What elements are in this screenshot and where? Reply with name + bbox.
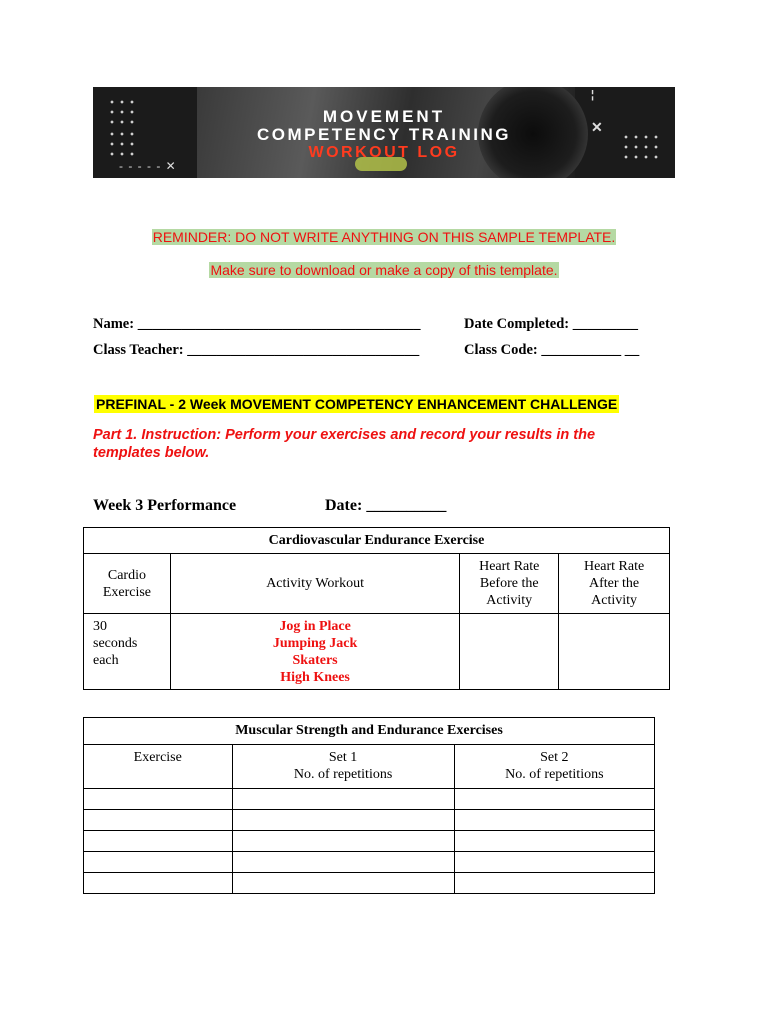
challenge-title: PREFINAL - 2 Week MOVEMENT COMPETENCY ENHANCEMENT CHALLENGE [96,396,618,412]
set2-input-cell[interactable] [454,789,654,810]
cardio-header-activity: Activity Workout [170,554,459,614]
exercise-input-cell[interactable] [84,873,233,894]
activity-item: Jumping Jack [272,636,358,651]
exercise-input-cell[interactable] [84,852,233,873]
banner-title-line1: MOVEMENT [322,107,446,126]
hr-before-input-cell[interactable] [460,614,559,690]
class-code-field: Class Code: ___________ __ [464,342,640,358]
set1-input-cell[interactable] [232,852,454,873]
strength-table-title: Muscular Strength and Endurance Exercises [84,718,655,745]
table-row [84,852,655,873]
date-completed-field: Date Completed: _________ [464,316,638,332]
cardio-duration-cell: 30 seconds each [84,614,171,690]
hr-after-input-cell[interactable] [559,614,670,690]
set2-input-cell[interactable] [454,873,654,894]
reminder-line-2: Make sure to download or make a copy of this template. [210,262,558,278]
strength-header-exercise: Exercise [84,745,233,789]
name-field: Name: _______________________________________ [93,316,421,332]
cardio-table [83,527,670,690]
class-teacher-field: Class Teacher: ________________________________ [93,342,420,358]
table-row [84,873,655,894]
instruction-text: Part 1. Instruction: Perform your exercises and record your results in the templates below. [93,427,596,461]
cardio-table-title: Cardiovascular Endurance Exercise [84,528,670,554]
activity-item: High Knees [280,670,350,685]
banner-title-line3: WORKOUT LOG [308,144,460,161]
reminder-line-1: REMINDER: DO NOT WRITE ANYTHING ON THIS SAMPLE TEMPLATE. [152,229,616,245]
set1-input-cell[interactable] [232,873,454,894]
table-row [84,831,655,852]
cardio-activities-cell [170,614,459,690]
cardio-header-hr-after: Heart Rate After the Activity [559,554,670,614]
cardio-header-hr-before: Heart Rate Before the Activity [460,554,559,614]
strength-table [83,717,655,894]
set1-input-cell[interactable] [232,789,454,810]
strength-header-set1: Set 1 No. of repetitions [232,745,454,789]
x-mark-icon: ✕ [591,119,603,135]
activity-item: Jog in Place [279,619,351,634]
set2-input-cell[interactable] [454,831,654,852]
table-row [84,789,655,810]
vertical-dash-decoration: ¦ [591,89,595,101]
table-row [84,810,655,831]
cardio-header-exercise: Cardio Exercise [84,554,171,614]
banner-title-line2: COMPETENCY TRAINING [256,125,512,144]
activity-item: Skaters [292,653,338,668]
exercise-input-cell[interactable] [84,789,233,810]
set1-input-cell[interactable] [232,831,454,852]
set1-input-cell[interactable] [232,810,454,831]
strength-header-set2: Set 2 No. of repetitions [454,745,654,789]
set2-input-cell[interactable] [454,852,654,873]
header-banner [93,87,675,178]
dash-decoration: - - - - - ✕ [119,159,177,173]
exercise-input-cell[interactable] [84,810,233,831]
set2-input-cell[interactable] [454,810,654,831]
exercise-input-cell[interactable] [84,831,233,852]
week-label: Week 3 Performance [93,497,237,514]
week-date: Date: __________ [325,497,447,514]
